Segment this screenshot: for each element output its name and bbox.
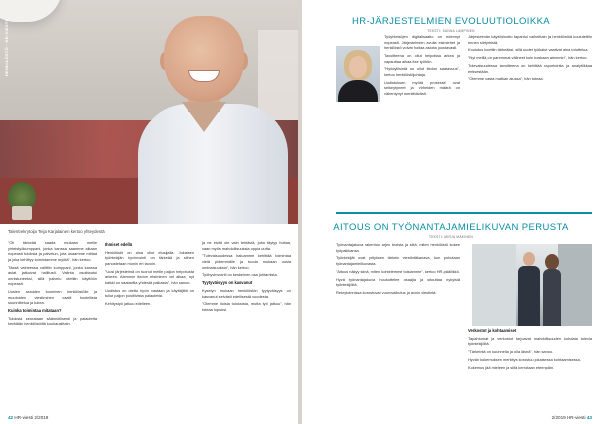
article-headline: AITOUS ON TYÖNANTAJAMIELIKUVAN PERUSTA xyxy=(333,222,569,233)
paragraph: Kehitystyö jatkuu edelleen. xyxy=(105,301,152,307)
paragraph: Kokemus jää mieleen ja siitä kerrotaan eteenpäin. xyxy=(468,364,555,370)
column-3 xyxy=(202,240,291,329)
paragraph: Uusien asioiden tuominen henkilöstölle ja muutosten viestiminen vaatii huolellista suunnittelua ja tukea. xyxy=(8,289,97,306)
paragraph: Tässä vaiheessa valittiin kumppani, jonka kanssa asiat jatkuivat hallitusti. Valinta osoittautui onnistuneeksi, sillä palvelu otettiin käyttöön nopeasti. xyxy=(8,264,97,287)
subheading: Verkostot ja kohtaamiset xyxy=(468,328,517,333)
magazine-issue: HR-viesti 2/2019 xyxy=(14,415,49,420)
paragraph: Tapahtumat ja verkostot tarjoavat mahdollisuuden kohdata tulevia työntekijöitä. xyxy=(468,335,592,347)
couple-photo xyxy=(472,244,592,326)
face-shape xyxy=(349,56,367,78)
head-shape xyxy=(545,254,559,270)
section-divider xyxy=(336,212,592,214)
man-figure xyxy=(518,252,540,326)
lamp-shape xyxy=(0,0,62,22)
paragraph: "Nyt meillä on paremmat välineet kuin koskaan aiemmin", hän kertoo. xyxy=(468,55,588,61)
paragraph: "Uusi järjestelmä on tuonut meille paljon helpotusta arkeen. Aiemmin tiedon etsiminen vei aikaa, nyt kaikki on saatavilla yhdestä paikasta", hän sanoo. xyxy=(105,268,194,285)
paragraph: Hyvän kokemuksen merkitys korostuu jokaisessa kohtaamisessa. xyxy=(468,356,581,362)
article-byline: TEKSTI: SANNA LAMPINEN xyxy=(427,29,475,33)
paragraph: Työhyvinvointi on keskeinen osa johtamista. xyxy=(202,272,278,278)
head-shape xyxy=(523,252,535,266)
magazine-issue: 2/2019 HR-viesti xyxy=(551,415,586,420)
column-1 xyxy=(8,240,97,329)
column-2 xyxy=(468,34,592,99)
man-figure xyxy=(120,12,290,224)
photo-caption: Talentrekrytoija Teija Karjalainen kertoo yhteydestä xyxy=(8,229,105,234)
section-label: HENKILÖSTÖ · HR-VIESTI xyxy=(4,20,9,77)
paragraph: "Tulevaisuudessa haluamme kehittää toimintaa vielä pidemmälle ja tuoda mukaan uusia ominaisuuksia", hän kertoo. xyxy=(202,253,291,270)
page-number: 42 xyxy=(8,415,14,420)
page-footer-right xyxy=(552,415,592,420)
column-2 xyxy=(105,240,194,329)
paragraph: "Olemme vasta matkan alussa", hän toteaa. xyxy=(468,76,544,82)
paragraph: "Hyödyllisintä on ollut tiedon saatavuus", kertoo henkilöstöjohtaja. xyxy=(384,66,460,77)
paragraph: Rekrytoinnissa korostuvat vuorovaikutus ja avoin viestintä. xyxy=(336,289,437,295)
paragraph: "Tärkeintä on kuunnella ja olla läsnä", hän sanoo. xyxy=(468,349,554,355)
paragraph: Työnantajakuva rakentuu arjen teoista ja siitä, miten henkilöstö kokee työpaikkansa. xyxy=(336,242,460,253)
body-shape xyxy=(518,266,540,326)
right-page xyxy=(302,0,600,424)
paragraph: "Aitous näkyy siinä, miten kohtelemme toisiamme", kertoo HR-päällikkö. xyxy=(336,268,460,274)
paragraph: "Oli tärkeää saada mukaan meille yhteistyökumppani, jonka kanssa saamme aikaan nopeasti tuloksia ja palvelun, jota osaamme mittaa ja joka kehittyy toimintamme myötä", hän kertoo. xyxy=(8,240,97,262)
woman-portrait-photo xyxy=(336,46,380,102)
paragraph: Hyvä työnantajakuva houkuttelee osaajia ja sitouttaa nykyisiä työntekijöitä. xyxy=(336,276,460,288)
paragraph: Työyhteisöjen digitalisaatio on edennyt nopeasti. Järjestelmien avulla esimiehet ja henkilöstö voivat hoitaa asioita joustavasti. xyxy=(384,34,460,51)
paragraph: "Olemme iloisia tuloksista, mutta työ jatkuu", hän toteaa lopuksi. xyxy=(202,301,291,312)
article-headline: HR-JÄRJESTELMIEN EVOLUUTIOLOIKKA xyxy=(351,16,551,27)
paragraph: Henkilöstö on aina ollut etusijalla. Jokaisen työntekijän hyvinvointi on tärkeää ja siihen panostetaan monin eri tavoin. xyxy=(105,249,194,266)
paragraph: Koulutus koettiin tärkeäksi, sillä uudet työkalut vaativat aina totuttelua. xyxy=(468,47,589,53)
left-article-columns xyxy=(8,240,292,329)
body-shape xyxy=(543,269,561,326)
paragraph: Tulevaisuudessa tavoitteena on kehittää raportointia ja analytiikkaa entisestään. xyxy=(468,62,592,74)
paragraph: Uudistus on otettu hyvin vastaan ja käyttäjiltä on tullut paljon positiivista palautetta. xyxy=(105,287,194,299)
head-shape xyxy=(164,16,244,102)
paragraph: Työntekijät ovat yrityksen tärkein viestintäkanava, kun puhutaan työnantajamielikuvasta. xyxy=(336,255,460,266)
background-shape xyxy=(472,244,516,326)
body-shape xyxy=(338,80,378,102)
portrait-photo xyxy=(0,0,298,224)
paragraph: ja ne eivät ole vain tehtäviä, joita täytyy hoitaa, vaan myös mahdollisuuksia oppia uutta. xyxy=(202,240,291,251)
shirt-shape xyxy=(138,104,288,224)
paragraph: Tavoitteena on ollut helpottaa arkea ja vapauttaa aikaa itse työhön. xyxy=(384,52,460,64)
background-shape xyxy=(558,244,592,326)
subheading: Tyytyväisyys on kasvanut xyxy=(202,280,253,286)
subheading: Ihmiset edellä xyxy=(105,242,133,247)
article-byline: TEKSTI: MIRJA MÄKINEN xyxy=(428,235,474,239)
page-footer-left xyxy=(8,415,48,420)
pot-shape xyxy=(12,206,32,220)
left-page xyxy=(0,0,298,424)
page-number: 43 xyxy=(586,415,592,420)
paragraph: Uudistuksen myötä prosessit ovat selkeytyneet ja virheiden määrä on vähentynyt merkittävästi. xyxy=(384,79,460,96)
column-1 xyxy=(336,242,460,373)
paragraph: Tuloksia seurataan säännöllisesti ja palautetta kerätään henkilöstöltä kuukausittain. xyxy=(8,315,97,327)
woman-figure xyxy=(542,254,562,326)
paragraph: Järjestelmän käyttöönotto tapahtui vaiheittain ja henkilöstöä koulutettiin ennen siirtymistä. xyxy=(468,34,592,45)
subheading: Kuinka toimintaa mitataan? xyxy=(8,308,62,314)
paragraph: Kyselyn mukaan henkilöstön tyytyväisyys on kasvanut selvästi edellisestä vuodesta. xyxy=(202,287,291,299)
